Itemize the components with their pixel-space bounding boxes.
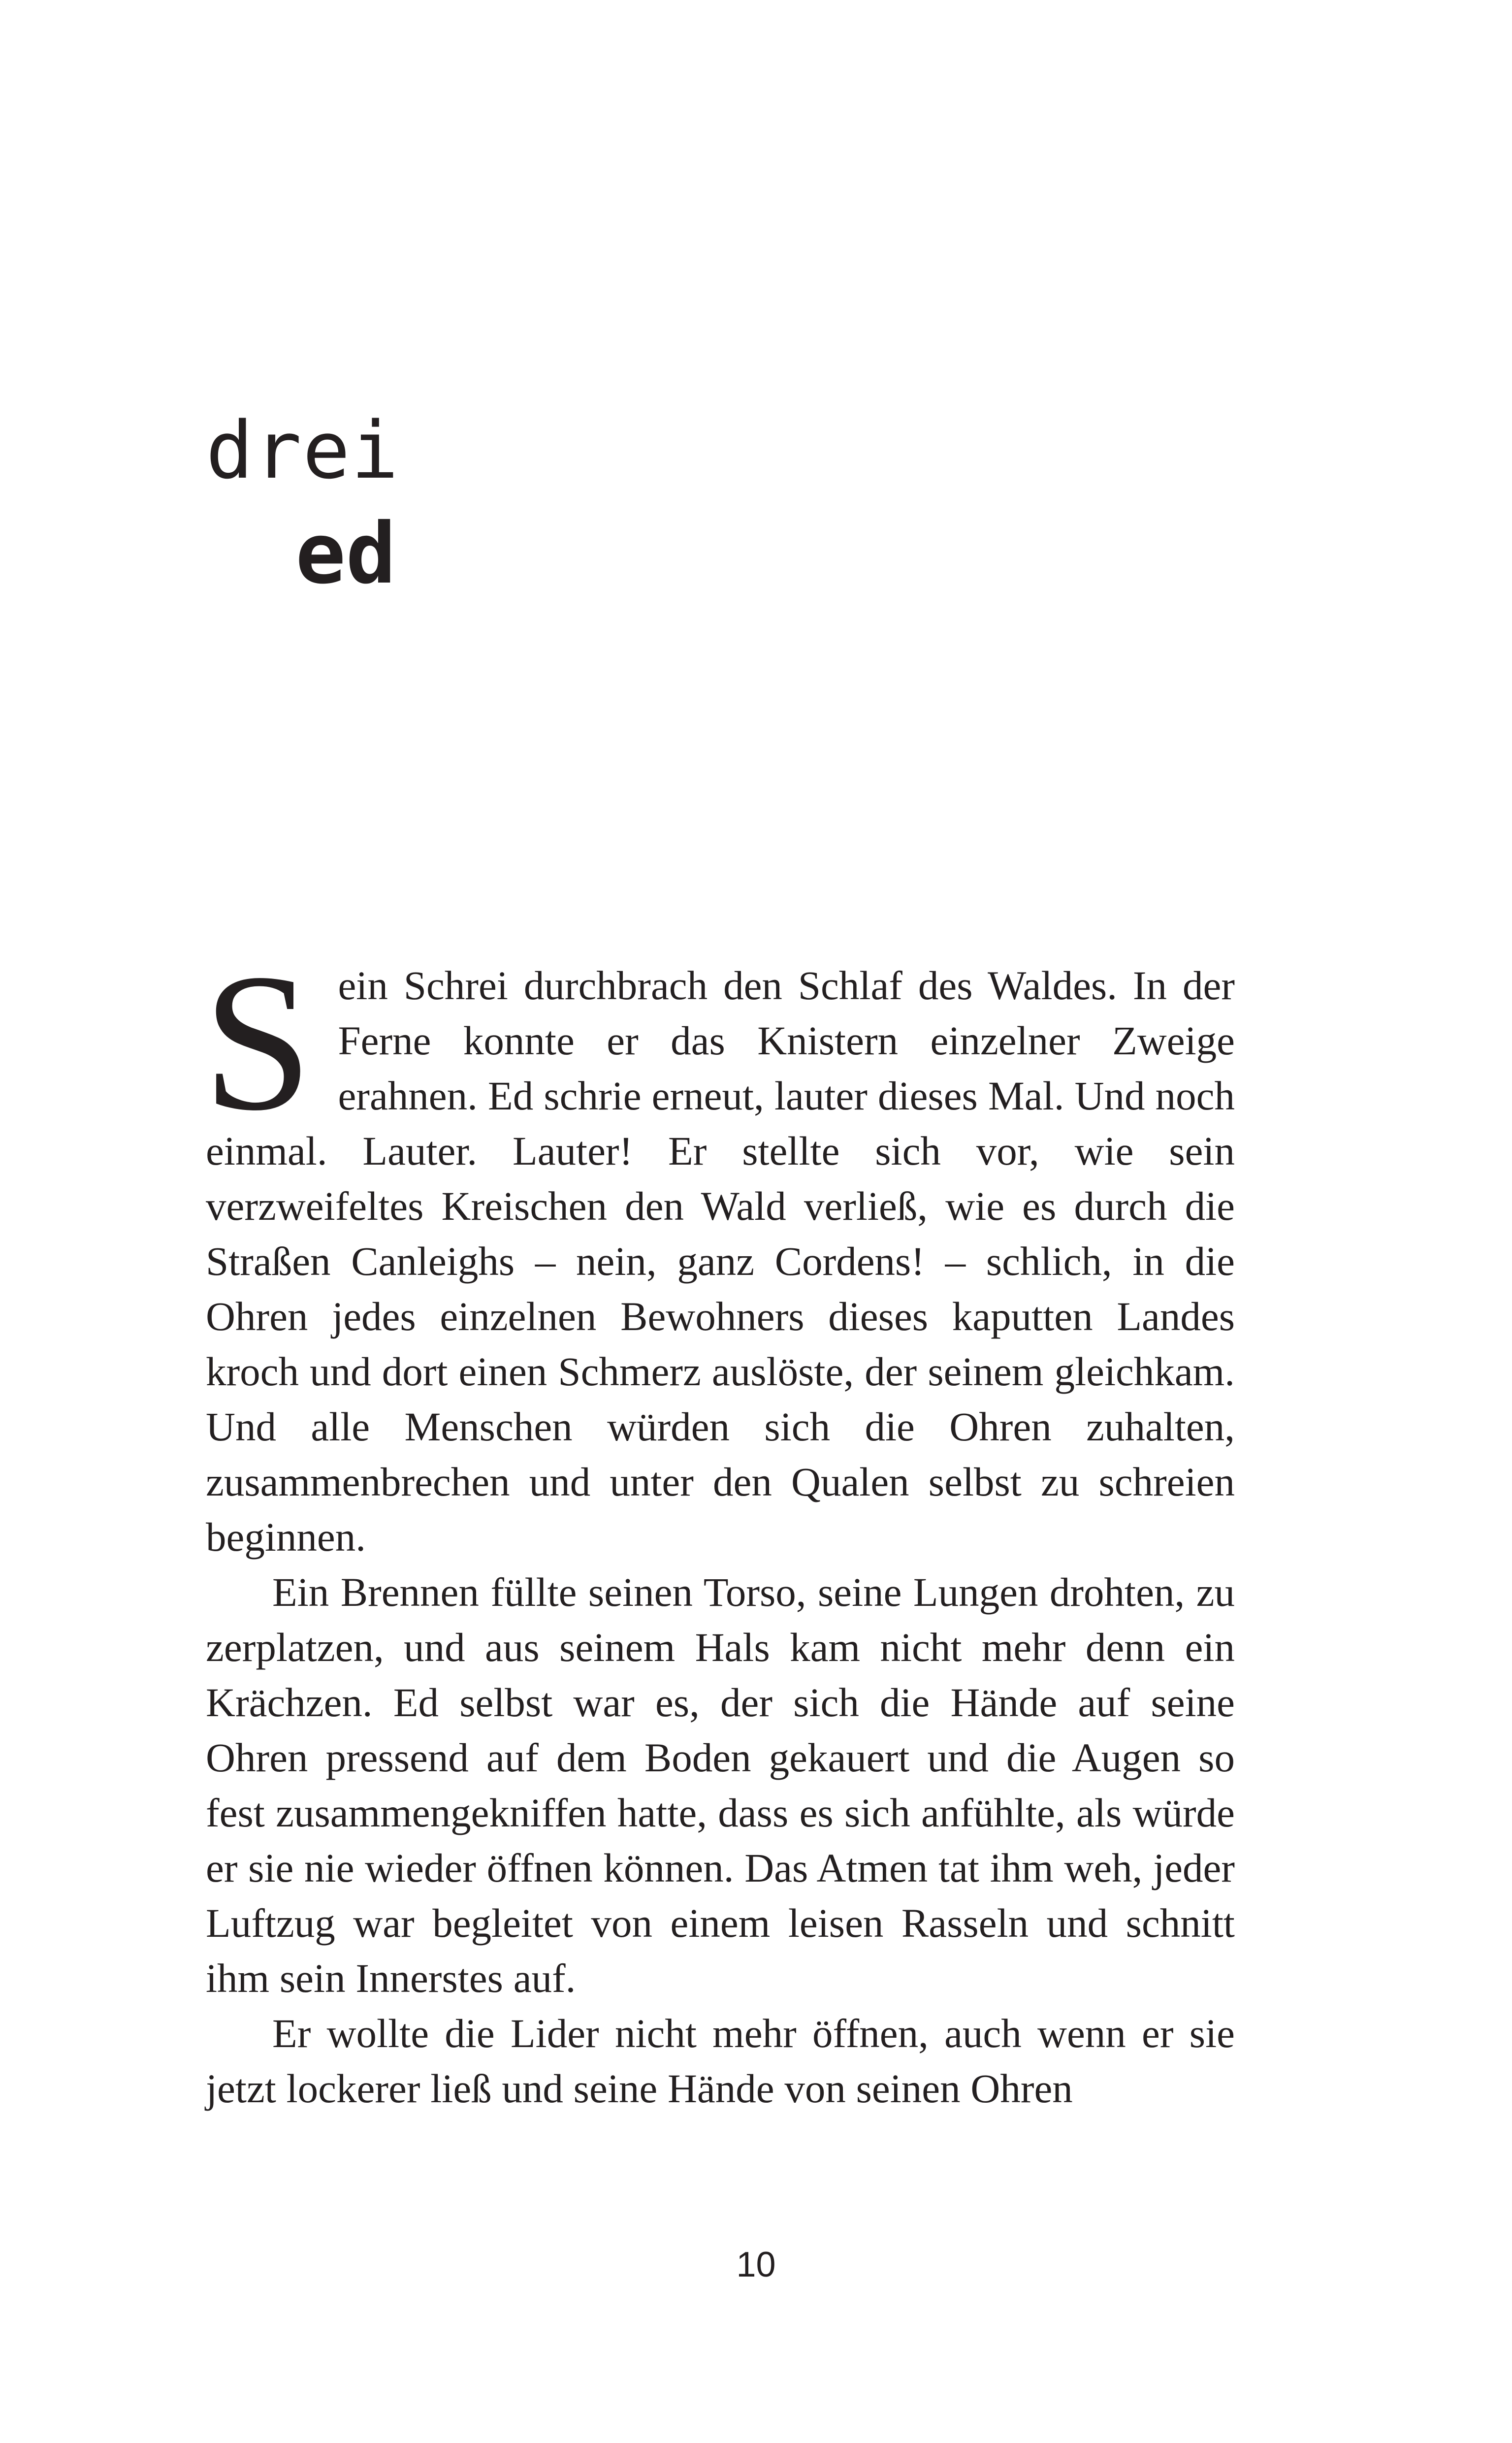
- paragraph-1-text: ein Schrei durchbrach den Schlaf des Waldes. In der Ferne konnte er das Knistern einzelner Zweige erahnen. Ed schrie erneut, lauter dieses Mal. Und noch einmal. Lauter. Lauter! Er stellte sich vor, wie sein verzweifeltes Kreischen den Wald verließ, wie es durch die Straßen Canleighs – nein, ganz Cordens! – schlich, in die Ohren jedes einzelnen Bewohners dieses kaputten Landes kroch und dort einen Schmerz auslöste, der seinem gleichkam. Und alle Menschen würden sich die Ohren zuhalten, zusammenbrechen und unter den Qualen selbst zu schreien beginnen.: [206, 963, 1235, 1560]
- paragraph-3: Er wollte die Lider nicht mehr öffnen, auch wenn er sie jetzt lockerer ließ und seine Hände von seinen Ohren: [206, 2011, 1235, 2111]
- paragraph-1: [203, 933, 1235, 1564]
- page-number: 10: [736, 2245, 776, 2284]
- drop-cap: S: [203, 933, 313, 1151]
- paragraph-2: Ein Brennen füllte seinen Torso, seine Lungen drohten, zu zerplatzen, und aus seinem Hals kam nicht mehr denn ein Krächzen. Ed selbst war es, der sich die Hände auf seine Ohren pressend auf dem Boden gekauert und die Augen so fest zusammengekniffen hatte, dass es sich anfühlte, als würde er sie nie wieder öffnen können. Das Atmen tat ihm weh, jeder Luftzug war begleitet von einem leisen Rasseln und schnitt ihm sein Innerstes auf.: [206, 1569, 1235, 2001]
- chapter-title: ed: [295, 505, 396, 603]
- chapter-text: [203, 933, 1235, 2116]
- chapter-number: drei: [206, 404, 400, 496]
